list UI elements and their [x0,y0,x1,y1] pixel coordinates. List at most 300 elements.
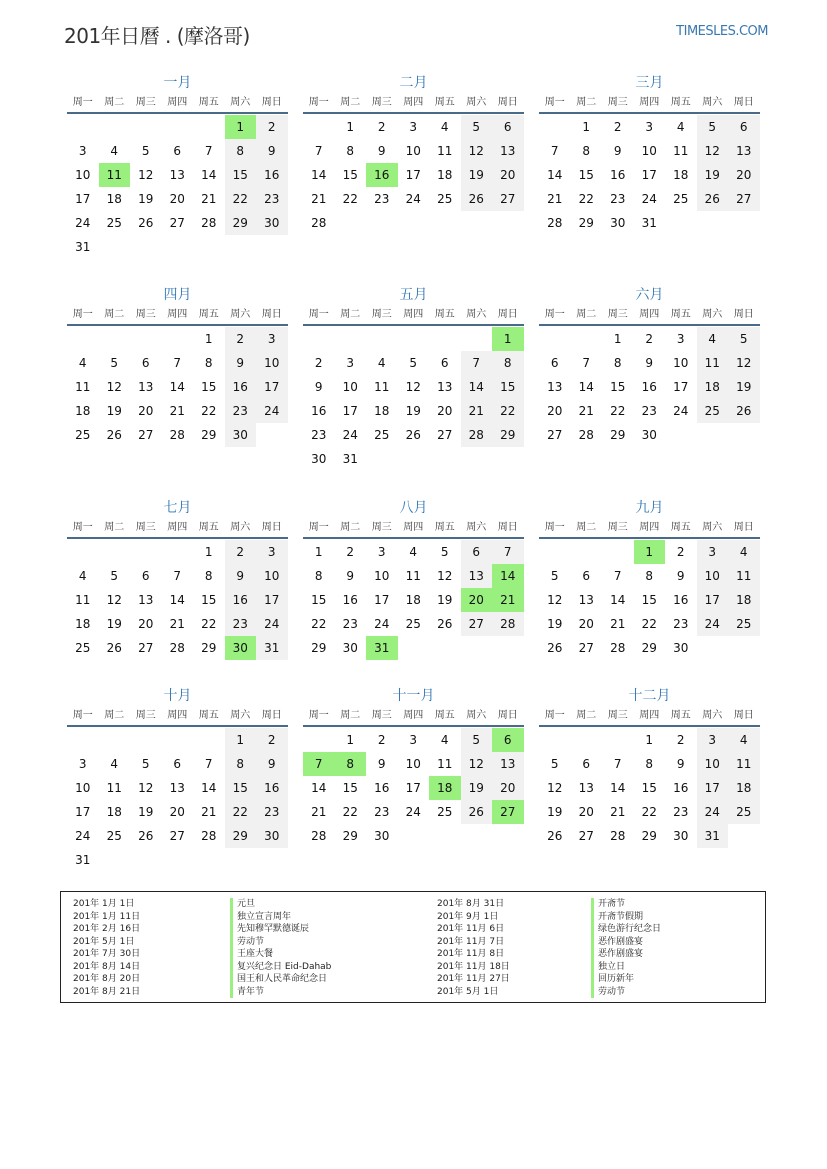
day-cell[interactable]: 1 [346,733,355,747]
day-cell[interactable]: 9 [225,564,257,588]
day-cell[interactable]: 5 [550,757,559,771]
day-cell[interactable]: 18 [437,168,453,182]
day-cell[interactable]: 24 [697,612,729,636]
day-cell[interactable]: 22 [225,187,257,211]
day-cell[interactable]: 4 [728,540,760,564]
day-cell[interactable]: 22 [641,617,657,631]
day-cell[interactable]: 14 [311,781,327,795]
day-cell[interactable]: 14 [610,781,626,795]
day-cell[interactable]: 9 [676,757,685,771]
day-cell[interactable]: 4 [78,356,87,370]
day-cell[interactable]: 26 [405,428,421,442]
day-cell[interactable]: 17 [256,375,288,399]
day-cell[interactable]: 29 [201,641,217,655]
holiday-day-cell[interactable]: 16 [366,163,398,187]
day-cell[interactable]: 20 [169,192,185,206]
day-cell[interactable]: 5 [461,728,493,752]
day-cell[interactable]: 12 [547,593,563,607]
day-cell[interactable]: 1 [582,120,591,134]
day-cell[interactable]: 11 [75,380,91,394]
day-cell[interactable]: 8 [204,569,213,583]
day-cell[interactable]: 30 [673,641,689,655]
day-cell[interactable]: 15 [492,375,524,399]
day-cell[interactable]: 16 [673,781,689,795]
day-cell[interactable]: 16 [311,404,327,418]
day-cell[interactable]: 9 [256,752,288,776]
day-cell[interactable]: 7 [204,757,213,771]
day-cell[interactable]: 31 [342,452,358,466]
day-cell[interactable]: 7 [582,356,591,370]
day-cell[interactable]: 23 [225,612,257,636]
day-cell[interactable]: 15 [201,593,217,607]
day-cell[interactable]: 23 [256,800,288,824]
day-cell[interactable]: 30 [610,216,626,230]
day-cell[interactable]: 6 [582,569,591,583]
day-cell[interactable]: 10 [75,781,91,795]
day-cell[interactable]: 7 [550,144,559,158]
day-cell[interactable]: 23 [673,805,689,819]
day-cell[interactable]: 10 [405,144,421,158]
day-cell[interactable]: 2 [225,540,257,564]
day-cell[interactable]: 13 [138,593,154,607]
day-cell[interactable]: 20 [138,617,154,631]
day-cell[interactable]: 13 [728,139,760,163]
day-cell[interactable]: 19 [461,163,493,187]
day-cell[interactable]: 4 [78,569,87,583]
day-cell[interactable]: 16 [673,593,689,607]
day-cell[interactable]: 18 [374,404,390,418]
day-cell[interactable]: 31 [75,853,91,867]
day-cell[interactable]: 6 [173,757,182,771]
holiday-day-cell[interactable]: 1 [634,540,666,564]
day-cell[interactable]: 26 [138,829,154,843]
day-cell[interactable]: 6 [550,356,559,370]
day-cell[interactable]: 7 [613,569,622,583]
day-cell[interactable]: 2 [377,733,386,747]
day-cell[interactable]: 10 [641,144,657,158]
day-cell[interactable]: 25 [437,805,453,819]
day-cell[interactable]: 15 [225,163,257,187]
day-cell[interactable]: 17 [673,380,689,394]
holiday-day-cell[interactable]: 6 [492,728,524,752]
day-cell[interactable]: 27 [547,428,563,442]
day-cell[interactable]: 21 [169,404,185,418]
day-cell[interactable]: 3 [346,356,355,370]
day-cell[interactable]: 27 [138,641,154,655]
day-cell[interactable]: 13 [492,139,524,163]
day-cell[interactable]: 22 [342,805,358,819]
day-cell[interactable]: 13 [461,564,493,588]
day-cell[interactable]: 4 [110,144,119,158]
day-cell[interactable]: 24 [75,829,91,843]
day-cell[interactable]: 24 [405,192,421,206]
day-cell[interactable]: 28 [311,829,327,843]
day-cell[interactable]: 10 [342,380,358,394]
day-cell[interactable]: 1 [204,332,213,346]
day-cell[interactable]: 19 [138,192,154,206]
day-cell[interactable]: 3 [256,540,288,564]
holiday-day-cell[interactable]: 31 [366,636,398,660]
day-cell[interactable]: 2 [645,332,654,346]
day-cell[interactable]: 5 [141,757,150,771]
day-cell[interactable]: 20 [547,404,563,418]
day-cell[interactable]: 7 [173,569,182,583]
day-cell[interactable]: 8 [204,356,213,370]
holiday-day-cell[interactable]: 21 [492,588,524,612]
day-cell[interactable]: 18 [405,593,421,607]
day-cell[interactable]: 3 [697,728,729,752]
day-cell[interactable]: 11 [75,593,91,607]
day-cell[interactable]: 5 [550,569,559,583]
day-cell[interactable]: 13 [492,752,524,776]
day-cell[interactable]: 29 [578,216,594,230]
day-cell[interactable]: 21 [311,192,327,206]
day-cell[interactable]: 6 [492,115,524,139]
day-cell[interactable]: 1 [204,545,213,559]
day-cell[interactable]: 14 [578,380,594,394]
day-cell[interactable]: 6 [440,356,449,370]
day-cell[interactable]: 9 [613,144,622,158]
day-cell[interactable]: 6 [728,115,760,139]
day-cell[interactable]: 5 [697,115,729,139]
day-cell[interactable]: 11 [106,781,122,795]
day-cell[interactable]: 1 [645,733,654,747]
day-cell[interactable]: 20 [437,404,453,418]
day-cell[interactable]: 27 [492,187,524,211]
day-cell[interactable]: 2 [613,120,622,134]
day-cell[interactable]: 7 [204,144,213,158]
day-cell[interactable]: 23 [374,805,390,819]
day-cell[interactable]: 27 [728,187,760,211]
day-cell[interactable]: 2 [256,728,288,752]
day-cell[interactable]: 14 [311,168,327,182]
day-cell[interactable]: 17 [697,588,729,612]
day-cell[interactable]: 5 [409,356,418,370]
day-cell[interactable]: 12 [728,351,760,375]
day-cell[interactable]: 21 [201,192,217,206]
day-cell[interactable]: 18 [75,404,91,418]
day-cell[interactable]: 10 [75,168,91,182]
day-cell[interactable]: 4 [377,356,386,370]
day-cell[interactable]: 15 [342,168,358,182]
day-cell[interactable]: 30 [256,211,288,235]
day-cell[interactable]: 3 [409,733,418,747]
day-cell[interactable]: 25 [728,800,760,824]
day-cell[interactable]: 26 [138,216,154,230]
day-cell[interactable]: 10 [673,356,689,370]
day-cell[interactable]: 26 [461,800,493,824]
day-cell[interactable]: 6 [141,569,150,583]
day-cell[interactable]: 9 [256,139,288,163]
day-cell[interactable]: 24 [256,612,288,636]
day-cell[interactable]: 30 [311,452,327,466]
day-cell[interactable]: 11 [728,564,760,588]
day-cell[interactable]: 5 [461,115,493,139]
day-cell[interactable]: 9 [225,351,257,375]
day-cell[interactable]: 11 [728,752,760,776]
day-cell[interactable]: 28 [578,428,594,442]
day-cell[interactable]: 29 [201,428,217,442]
day-cell[interactable]: 19 [728,375,760,399]
day-cell[interactable]: 15 [578,168,594,182]
day-cell[interactable]: 30 [374,829,390,843]
day-cell[interactable]: 3 [676,332,685,346]
day-cell[interactable]: 7 [314,144,323,158]
day-cell[interactable]: 12 [138,781,154,795]
day-cell[interactable]: 18 [728,588,760,612]
day-cell[interactable]: 22 [492,399,524,423]
day-cell[interactable]: 22 [225,800,257,824]
day-cell[interactable]: 16 [256,163,288,187]
day-cell[interactable]: 13 [578,593,594,607]
day-cell[interactable]: 26 [547,829,563,843]
day-cell[interactable]: 3 [697,540,729,564]
day-cell[interactable]: 9 [377,144,386,158]
day-cell[interactable]: 30 [256,824,288,848]
day-cell[interactable]: 21 [610,617,626,631]
day-cell[interactable]: 3 [645,120,654,134]
day-cell[interactable]: 23 [256,187,288,211]
day-cell[interactable]: 19 [697,163,729,187]
day-cell[interactable]: 21 [578,404,594,418]
day-cell[interactable]: 27 [138,428,154,442]
day-cell[interactable]: 7 [173,356,182,370]
day-cell[interactable]: 12 [461,139,493,163]
day-cell[interactable]: 14 [169,380,185,394]
day-cell[interactable]: 7 [613,757,622,771]
day-cell[interactable]: 4 [676,120,685,134]
day-cell[interactable]: 22 [201,404,217,418]
day-cell[interactable]: 22 [641,805,657,819]
day-cell[interactable]: 8 [314,569,323,583]
day-cell[interactable]: 22 [311,617,327,631]
day-cell[interactable]: 21 [547,192,563,206]
day-cell[interactable]: 21 [610,805,626,819]
holiday-day-cell[interactable]: 30 [225,636,257,660]
day-cell[interactable]: 23 [342,617,358,631]
day-cell[interactable]: 14 [461,375,493,399]
holiday-day-cell[interactable]: 14 [492,564,524,588]
day-cell[interactable]: 26 [106,428,122,442]
day-cell[interactable]: 23 [610,192,626,206]
day-cell[interactable]: 11 [405,569,421,583]
day-cell[interactable]: 25 [106,829,122,843]
day-cell[interactable]: 1 [346,120,355,134]
holiday-day-cell[interactable]: 1 [225,115,257,139]
day-cell[interactable]: 7 [461,351,493,375]
day-cell[interactable]: 17 [342,404,358,418]
day-cell[interactable]: 25 [405,617,421,631]
day-cell[interactable]: 6 [582,757,591,771]
day-cell[interactable]: 25 [697,399,729,423]
day-cell[interactable]: 21 [311,805,327,819]
day-cell[interactable]: 14 [547,168,563,182]
day-cell[interactable]: 29 [641,641,657,655]
day-cell[interactable]: 3 [377,545,386,559]
day-cell[interactable]: 31 [697,824,729,848]
day-cell[interactable]: 19 [106,617,122,631]
day-cell[interactable]: 8 [492,351,524,375]
day-cell[interactable]: 20 [492,163,524,187]
day-cell[interactable]: 8 [225,752,257,776]
day-cell[interactable]: 22 [578,192,594,206]
day-cell[interactable]: 11 [437,144,453,158]
day-cell[interactable]: 17 [256,588,288,612]
day-cell[interactable]: 30 [342,641,358,655]
day-cell[interactable]: 15 [342,781,358,795]
day-cell[interactable]: 2 [256,115,288,139]
day-cell[interactable]: 13 [547,380,563,394]
day-cell[interactable]: 1 [314,545,323,559]
day-cell[interactable]: 6 [461,540,493,564]
day-cell[interactable]: 20 [578,805,594,819]
day-cell[interactable]: 3 [78,757,87,771]
day-cell[interactable]: 10 [405,757,421,771]
day-cell[interactable]: 2 [377,120,386,134]
day-cell[interactable]: 3 [256,327,288,351]
day-cell[interactable]: 14 [201,781,217,795]
day-cell[interactable]: 31 [256,636,288,660]
day-cell[interactable]: 29 [225,211,257,235]
day-cell[interactable]: 2 [314,356,323,370]
day-cell[interactable]: 5 [728,327,760,351]
day-cell[interactable]: 29 [342,829,358,843]
day-cell[interactable]: 4 [440,733,449,747]
day-cell[interactable]: 24 [75,216,91,230]
day-cell[interactable]: 12 [547,781,563,795]
day-cell[interactable]: 28 [201,216,217,230]
day-cell[interactable]: 19 [106,404,122,418]
day-cell[interactable]: 31 [75,240,91,254]
day-cell[interactable]: 29 [641,829,657,843]
day-cell[interactable]: 12 [697,139,729,163]
day-cell[interactable]: 3 [78,144,87,158]
day-cell[interactable]: 14 [610,593,626,607]
day-cell[interactable]: 26 [697,187,729,211]
day-cell[interactable]: 8 [346,144,355,158]
day-cell[interactable]: 9 [676,569,685,583]
day-cell[interactable]: 28 [201,829,217,843]
day-cell[interactable]: 12 [461,752,493,776]
day-cell[interactable]: 25 [75,641,91,655]
day-cell[interactable]: 3 [409,120,418,134]
day-cell[interactable]: 17 [641,168,657,182]
day-cell[interactable]: 26 [547,641,563,655]
day-cell[interactable]: 4 [728,728,760,752]
day-cell[interactable]: 20 [578,617,594,631]
day-cell[interactable]: 13 [437,380,453,394]
holiday-day-cell[interactable]: 18 [429,776,461,800]
day-cell[interactable]: 27 [437,428,453,442]
day-cell[interactable]: 11 [374,380,390,394]
day-cell[interactable]: 19 [138,805,154,819]
day-cell[interactable]: 9 [314,380,323,394]
day-cell[interactable]: 12 [106,593,122,607]
day-cell[interactable]: 23 [225,399,257,423]
day-cell[interactable]: 19 [547,617,563,631]
day-cell[interactable]: 27 [169,216,185,230]
day-cell[interactable]: 28 [547,216,563,230]
day-cell[interactable]: 15 [641,781,657,795]
day-cell[interactable]: 22 [201,617,217,631]
day-cell[interactable]: 13 [169,781,185,795]
day-cell[interactable]: 5 [141,144,150,158]
day-cell[interactable]: 30 [225,423,257,447]
day-cell[interactable]: 20 [138,404,154,418]
holiday-day-cell[interactable]: 20 [461,588,493,612]
day-cell[interactable]: 18 [697,375,729,399]
day-cell[interactable]: 12 [106,380,122,394]
day-cell[interactable]: 30 [641,428,657,442]
day-cell[interactable]: 24 [374,617,390,631]
day-cell[interactable]: 16 [374,781,390,795]
day-cell[interactable]: 25 [106,216,122,230]
day-cell[interactable]: 14 [201,168,217,182]
day-cell[interactable]: 2 [676,545,685,559]
day-cell[interactable]: 4 [409,545,418,559]
day-cell[interactable]: 17 [405,781,421,795]
day-cell[interactable]: 8 [582,144,591,158]
day-cell[interactable]: 27 [461,612,493,636]
day-cell[interactable]: 4 [110,757,119,771]
day-cell[interactable]: 29 [610,428,626,442]
day-cell[interactable]: 24 [256,399,288,423]
day-cell[interactable]: 13 [578,781,594,795]
day-cell[interactable]: 31 [641,216,657,230]
day-cell[interactable]: 25 [673,192,689,206]
day-cell[interactable]: 12 [437,569,453,583]
day-cell[interactable]: 28 [311,216,327,230]
holiday-day-cell[interactable]: 11 [99,163,131,187]
day-cell[interactable]: 1 [613,332,622,346]
day-cell[interactable]: 16 [641,380,657,394]
day-cell[interactable]: 4 [697,327,729,351]
day-cell[interactable]: 27 [169,829,185,843]
holiday-day-cell[interactable]: 7 [303,752,335,776]
day-cell[interactable]: 19 [461,776,493,800]
day-cell[interactable]: 18 [673,168,689,182]
day-cell[interactable]: 27 [578,829,594,843]
day-cell[interactable]: 14 [169,593,185,607]
day-cell[interactable]: 21 [169,617,185,631]
day-cell[interactable]: 29 [492,423,524,447]
day-cell[interactable]: 22 [342,192,358,206]
day-cell[interactable]: 20 [169,805,185,819]
day-cell[interactable]: 17 [75,805,91,819]
day-cell[interactable]: 25 [374,428,390,442]
day-cell[interactable]: 9 [645,356,654,370]
day-cell[interactable]: 16 [256,776,288,800]
day-cell[interactable]: 8 [613,356,622,370]
day-cell[interactable]: 5 [110,569,119,583]
day-cell[interactable]: 21 [461,399,493,423]
holiday-day-cell[interactable]: 27 [492,800,524,824]
holiday-day-cell[interactable]: 1 [492,327,524,351]
day-cell[interactable]: 28 [169,428,185,442]
day-cell[interactable]: 5 [440,545,449,559]
day-cell[interactable]: 22 [610,404,626,418]
day-cell[interactable]: 6 [173,144,182,158]
day-cell[interactable]: 20 [492,776,524,800]
day-cell[interactable]: 17 [697,776,729,800]
day-cell[interactable]: 17 [405,168,421,182]
day-cell[interactable]: 18 [106,805,122,819]
day-cell[interactable]: 17 [374,593,390,607]
day-cell[interactable]: 25 [728,612,760,636]
day-cell[interactable]: 24 [641,192,657,206]
day-cell[interactable]: 26 [728,399,760,423]
day-cell[interactable]: 10 [256,351,288,375]
